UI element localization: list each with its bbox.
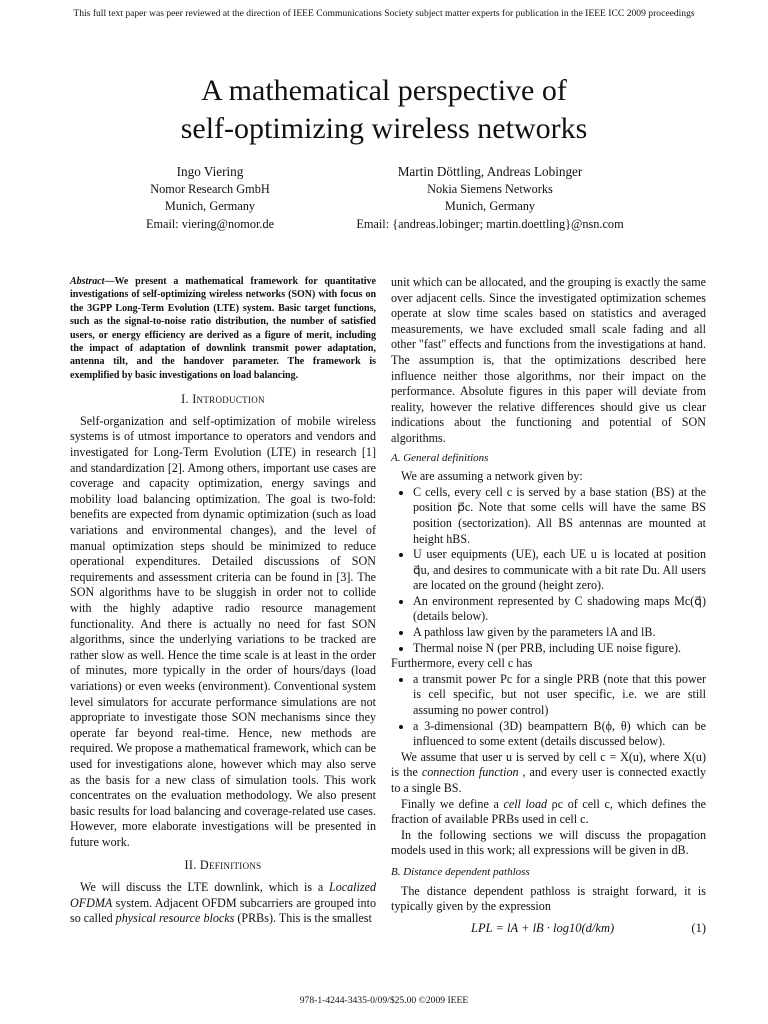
- subsection-heading-pathloss: B. Distance dependent pathloss: [391, 865, 530, 878]
- equation-1: [391, 921, 706, 937]
- author-name: Ingo Viering: [176, 164, 244, 179]
- list-item: • C cells, every cell c is served by a base station (BS) at the position p⃗c. Note that some cells will have the same BS position (sectorization). All BS antennas are mounted at height hBS.: [413, 485, 706, 547]
- equation-expression: LPL = lA + lB · log10(d/km): [471, 920, 615, 935]
- peer-review-note: This full text paper was peer reviewed at the direction of IEEE Communications Society subject matter experts for publication in the IEEE ICC 2009 proceedings: [73, 8, 695, 19]
- continuation-paragraph: unit which can be allocated, and the grouping is exactly the same over adjacent cells. Since the investigated optimization schemes operate at slow time scales based on statistics and averaged measurements, we have excluded small scale fading and all other "fast" effects and functions from the investigations at hand. The assumption is, that the optimizations described here influence neither those algorithms, nor their impact on the performance. Absolute figures in this paper will deviate from reality, however the relative differences should give us clear indications about the functioning and potential of SON algorithms.: [391, 275, 707, 445]
- list-item: • A pathloss law given by the parameters lA and lB.: [413, 625, 706, 641]
- author-email: Email: {andreas.lobinger; martin.doettling}@nsn.com: [356, 216, 624, 231]
- section-heading-definitions: II. Definitions: [184, 858, 262, 873]
- term-connection-function: connection function: [421, 765, 519, 780]
- propagation-paragraph: In the following sections we will discuss the propagation models used in this work; all expressions will be given in dB.: [391, 827, 706, 858]
- cell-property-list: [391, 672, 706, 750]
- definitions-paragraph: We will discuss the LTE downlink, which is a Localized OFDMA system. Adjacent OFDM subcarriers are grouped into so called physical resource blocks (PRBs). This is the smallest: [70, 880, 376, 926]
- connection-function-paragraph: We assume that user u is served by cell c = X(u), where X(u) is the connection function , and every user is connected exactly to a single BS.: [391, 749, 707, 795]
- abstract-label: Abstract: [70, 276, 105, 287]
- list-item: • a transmit power Pc for a single PRB (note that this power is cell specific, but not user specific, i.e. we are still assuming no power control): [413, 672, 706, 719]
- section-heading-introduction: I. Introduction: [181, 392, 265, 407]
- author-name: Martin Döttling, Andreas Lobinger: [397, 164, 583, 179]
- term-localized-ofdma: Localized OFDMA: [70, 880, 376, 910]
- list-item: • U user equipments (UE), each UE u is located at position q⃗u, and desires to communicate with a bit rate Du. All users are located on the ground (height zero).: [413, 547, 706, 594]
- author-org: Nokia Siemens Networks: [427, 182, 553, 197]
- author-email: Email: viering@nomor.de: [145, 216, 275, 231]
- term-physical-resource-blocks: physical resource blocks: [115, 911, 235, 926]
- paper-title: [0, 72, 768, 148]
- title-line-1: A mathematical perspective of: [201, 74, 567, 107]
- term-cell-load: cell load: [503, 796, 548, 811]
- cell-load-paragraph: Finally we define a cell load ρc of cell c, which defines the fraction of available PRBs used in cell c.: [391, 796, 706, 827]
- pathloss-paragraph: The distance dependent pathloss is straight forward, it is typically given by the expression: [391, 883, 706, 914]
- author-org: Nomor Research GmbH: [150, 182, 270, 197]
- abstract: [70, 275, 376, 382]
- left-column: [70, 275, 376, 927]
- abstract-text: —We present a mathematical framework for quantitative investigations of self-optimizing wireless networks (SON) with focus on the 3GPP Long-Term Evolution (LTE) system. Basic target functions, such as the signal-to-noise ratio distribution, the number of satisfied users, or energy efficiency are derived as a figure of merit, including the impact of adaptation of downlink transmit power adaptation, antenna tilt, and the handover parameter. The framework is exemplified by basic investigations on load balancing.: [70, 276, 376, 381]
- author-city: Munich, Germany: [164, 199, 256, 214]
- introduction-paragraph: Self-organization and self-optimization of mobile wireless systems is of utmost importance to operators and vendors and investigated for Long-Term Evolution (LTE) in research [1] and standardization [2]. Among others, important use cases are coverage and capacity optimization, energy savings and mobility load balancing optimization. The goal is two-fold: benefits are expected from dynamic optimization (such as load variations and environmental changes), and the level of manual optimization steps should be minimized to reduce operational expenditures. Detailed discussions of SON requirements and assessment criteria can be found in [3]. The SON algorithms have to be sluggish in order not to collide with the highly adaptive radio resource management functionality. And there is actually no need for fast SON algorithms, since the underlying variations to be tracked are rather slow as well. Hence the time scale is at least in the order of minutes, more typically in the order of hours/days (load variations) or even weeks (environment). Conventional system level simulators for accurate performance simulations are not appropriate to investigate those SON mechanisms since they operate far beyond real-time. Hence, new methods are required. We propose a mathematical framework, which can be used for investigations alone, however which may also serve as the basis for a new class of simulation tools. This work concentrates on the evaluation methodology. We also present basic results for load balancing and coverage-related use cases. However, more elaborate investigations will be presented in future work.: [70, 413, 376, 849]
- title-line-2: self-optimizing wireless networks: [180, 112, 588, 145]
- equation-number: (1): [691, 920, 706, 935]
- furthermore-line: Furthermore, every cell c has: [391, 656, 533, 671]
- list-item: • a 3-dimensional (3D) beampattern B(ϕ, θ) which can be influenced to some extent (details discussed below).: [413, 719, 706, 750]
- network-definition-list: [391, 485, 706, 657]
- page-footer-copyright: 978-1-4244-3435-0/09/$25.00 ©2009 IEEE: [299, 995, 469, 1006]
- author-city: Munich, Germany: [444, 199, 536, 214]
- author-block-right: [340, 163, 640, 233]
- right-column: [391, 275, 706, 936]
- list-item: • An environment represented by C shadowing maps Mc(q⃗) (details below).: [413, 594, 706, 625]
- subsection-heading-general-definitions: A. General definitions: [391, 451, 489, 464]
- general-intro: We are assuming a network given by:: [401, 469, 583, 484]
- author-block-left: [110, 163, 310, 233]
- list-item: • Thermal noise N (per PRB, including UE noise figure).: [413, 641, 706, 657]
